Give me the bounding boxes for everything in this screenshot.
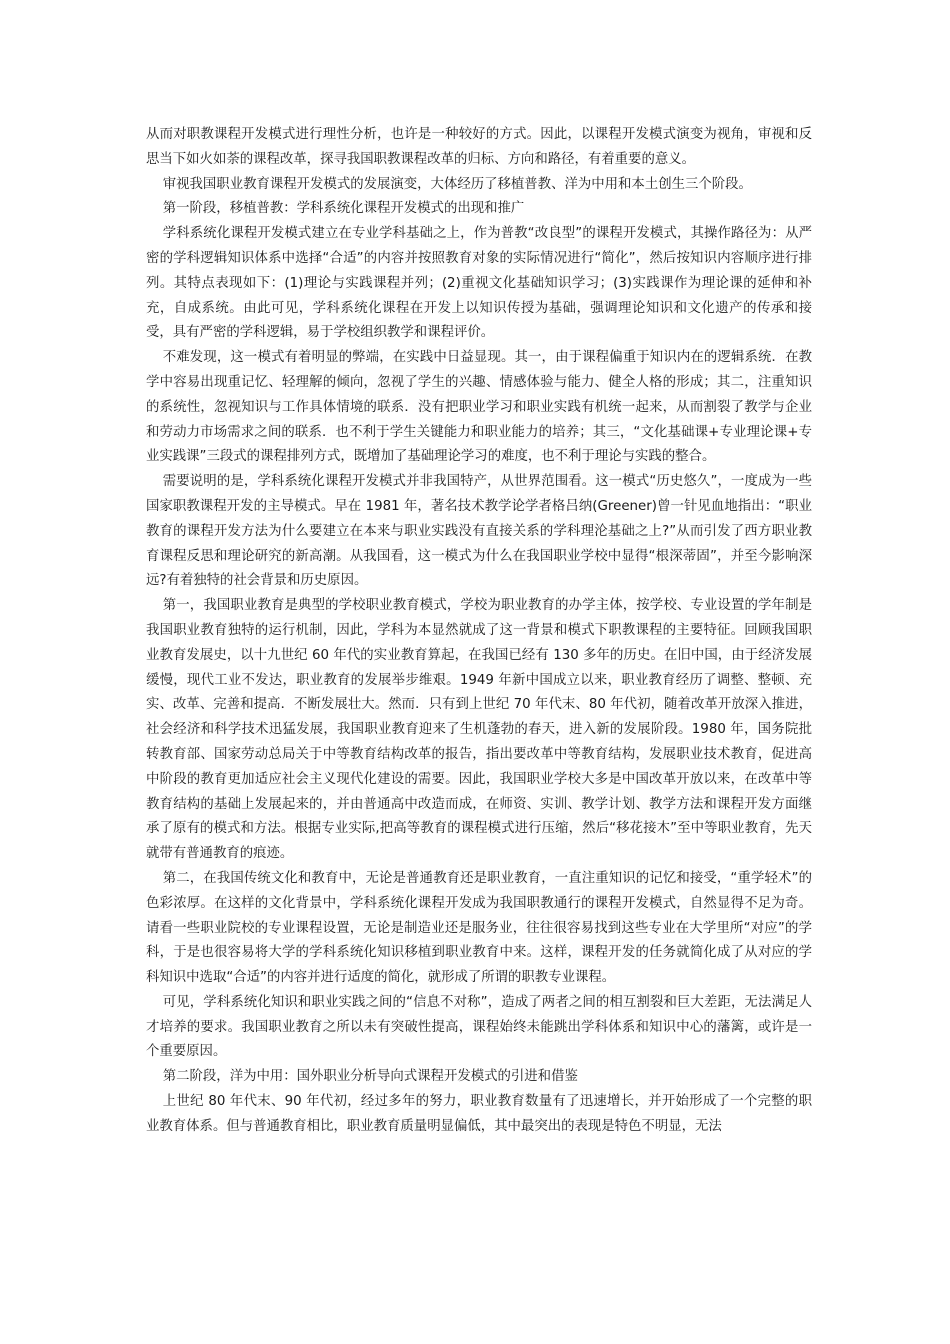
paragraph-three-stages: 审视我国职业教育课程开发模式的发展演变，大体经历了移植普教、洋为中用和本土创生三个阶段。 (162, 176, 752, 192)
paragraph-conclusion: 可见，学科系统化知识和职业实践之间的“信息不对称”，造成了两者之间的相互割裂和巨大差距，无法满足人才培养的要求。我国职业教育之所以未有突破性提高，课程始终未能跳出学科体系和知识中心的藩篱，或许是一个重要原因。 (146, 994, 812, 1060)
paragraph-subject-model: 学科系统化课程开发模式建立在专业学科基础之上，作为普教“改良型”的课程开发模式，其操作路径为：从严密的学科逻辑知识体系中选择“合适”的内容并按照教育对象的实际情况进行“简化”，然后按知识内容顺序进行排列。其特点表现如下：(1)理论与实践课程并列；(2)重视文化基础知识学习；(3)实践课作为理论课的延伸和补充，自成系统。由此可见，学科系统化课程在开发上以知识传授为基础，强调理论知识和文化遗产的传承和接受，具有严密的学科逻辑，易于学校组织教学和课程评价。 (146, 226, 812, 341)
paragraph-intro-continuation: 从而对职教课程开发模式进行理性分析，也许是一种较好的方式。因此，以课程开发模式演变为视角，审视和反思当下如火如荼的课程改革，探寻我国职教课程改革的归标、方向和路径，有着重要的意义。 (146, 127, 812, 167)
paragraph-drawbacks: 不难发现，这一模式有着明显的弊端，在实践中日益显现。其一，由于课程偏重于知识内在的逻辑系统．在教学中容易出现重记忆、轻理解的倾向，忽视了学生的兴趣、情感体验与能力、健全人格的形成；其二，注重知识的系统性，忽视知识与工作具体情境的联系．没有把职业学习和职业实践有机统一起来，从而割裂了教学与企业和劳动力市场需求之间的联系．也不利于学生关键能力和职业能力的培养；其三，“文化基础课+专业理论课+专业实践课”三段式的课程排列方式，既增加了基础理论学习的难度，也不利于理论与实践的整合。 (146, 350, 812, 465)
paragraph-world-context: 需要说明的是，学科系统化课程开发模式并非我国特产，从世界范围看。这一模式“历史悠久”，一度成为一些国家职教课程开发的主导模式。早在 1981 年，著名技术教学论学者格吕纳(Greener)曾一针见血地指出：“职业教育的课程开发方法为什么要建立在本来与职业实践没有直接关系的学科理沦基础之上?”从而引发了西方职业教育课程反思和理论研究的新高潮。从我国看，这一模式为什么在我国职业学校中显得“根深蒂固”，并至今影响深远?有着独特的社会背景和历史原因。 (146, 474, 812, 589)
section-heading-stage-one: 第一阶段，移植普教：学科系统化课程开发模式的出现和推广 (162, 201, 525, 217)
paragraph-reason-two: 第二，在我国传统文化和教育中，无论是普通教育还是职业教育，一直注重知识的记忆和接受，“重学轻术”的色彩浓厚。在这样的文化背景中，学科系统化课程开发成为我国职教通行的课程开发模式，自然显得不足为奇。请看一些职业院校的专业课程设置，无论是制造业还是服务业，往往很容易找到这些专业在大学里所“对应”的学科，于是也很容易将大学的学科系统化知识移植到职业教育中来。这样，课程开发的任务就简化成了从对应的学科知识中选取“合适”的内容并进行适度的简化，就形成了所谓的职教专业课程。 (146, 870, 812, 986)
paragraph-reason-one: 第一，我国职业教育是典型的学校职业教育模式，学校为职业教育的办学主体，按学校、专业设置的学年制是我国职业教育独特的运行机制，因此，学科为本显然就成了这一背景和模式下职教课程的主要特征。回顾我国职业教育发展史，以十九世纪 60 年代的实业教育算起，在我国已经有 130 多年的历史。在旧中国，由于经济发展缓慢，现代工业不发达，职业教育的发展举步维艰。1949 年新中国成立以来，职业教育经历了调整、整顿、充实、改革、完善和提高．不断发展壮大。然而．只有到上世纪 70 年代末、80 年代初，随着改革开放深入推进，社会经济和科学技术迅猛发展，我国职业教育迎来了生机蓬勃的春天，进入新的发展阶段。1980 年，国务院批转教育部、国家劳动总局关于中等教育结构改革的报告，指出要改革中等教育结构，发展职业技术教育，促进高中阶段的教育更加适应社会主义现代化建设的需要。因此，我国职业学校大多是中国改革开放以来，在改革中等教育结构的基础上发展起来的，并由普通高中改造而成，在师资、实训、教学计划、教学方法和课程开发方面继承了原有的模式和方法。根据专业实际,把高等教育的课程模式进行压缩，然后“移花接木”至中等职业教育，先天就带有普通教育的痕迹。 (146, 598, 812, 862)
section-heading-stage-two: 第二阶段，洋为中用：国外职业分析导向式课程开发模式的引进和借鉴 (162, 1069, 578, 1085)
document-body (146, 123, 812, 1140)
paragraph-stage-two-intro: 上世纪 80 年代末、90 年代初，经过多年的努力，职业教育数量有了迅速增长，并开始形成了一个完整的职业教育体系。但与普通教育相比，职业教育质量明显偏低，其中最突出的表现是特色不明显，无法 (146, 1094, 812, 1134)
